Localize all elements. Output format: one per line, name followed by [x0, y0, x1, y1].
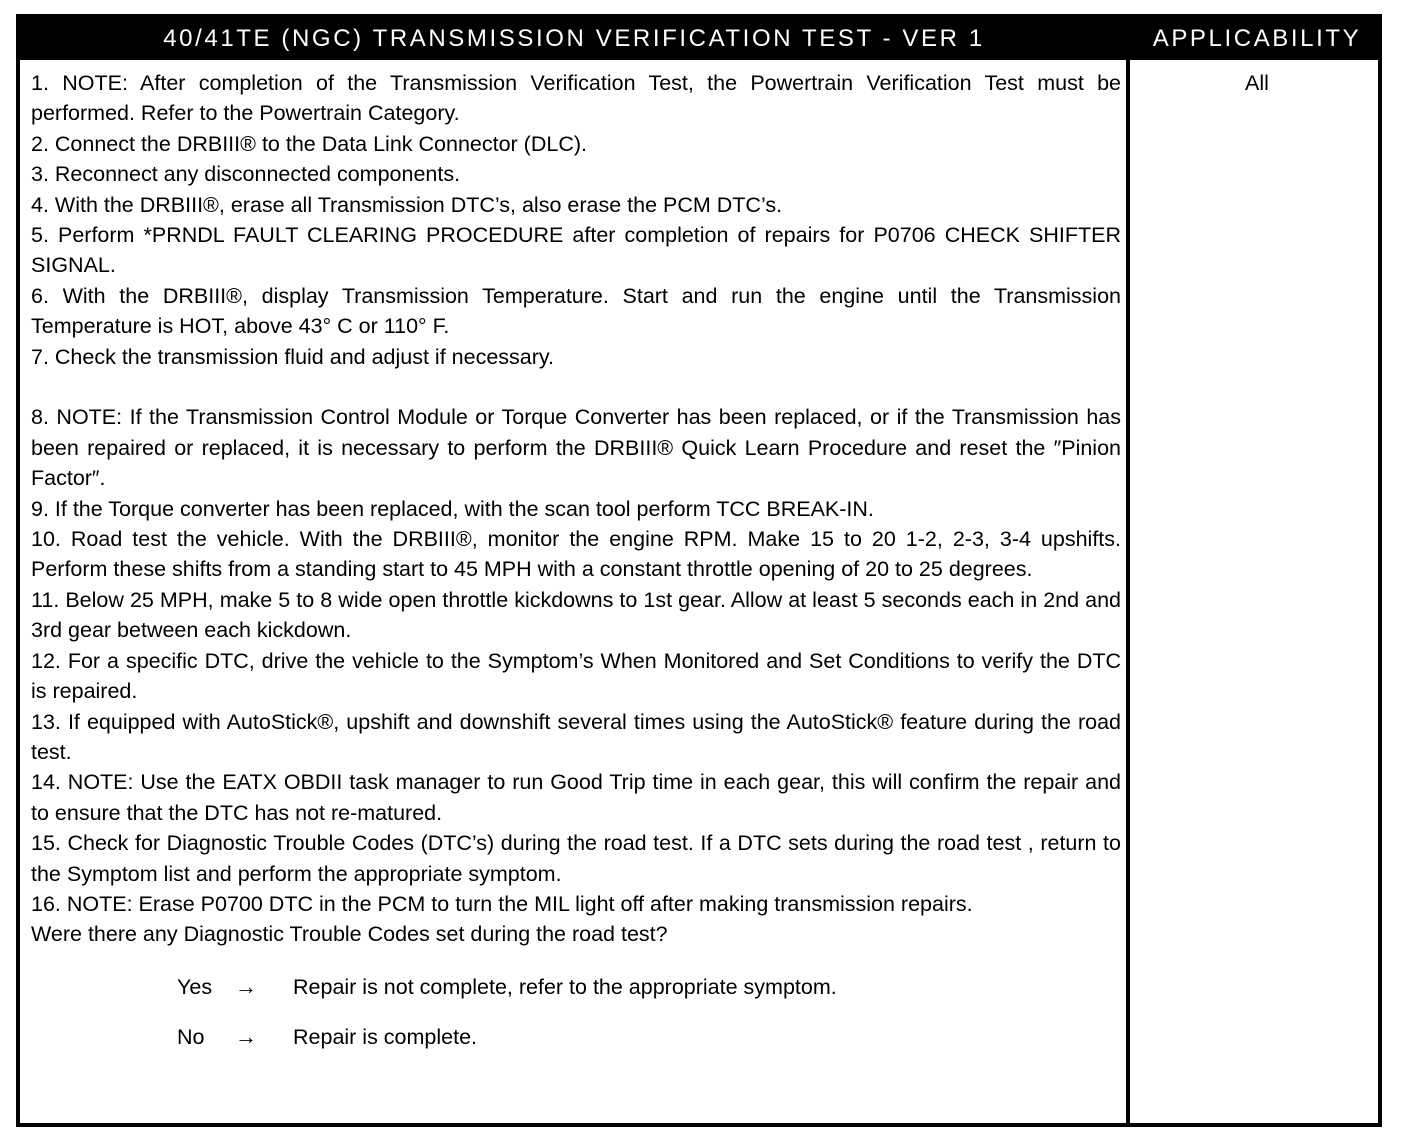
choice-no-label: No: [177, 1024, 205, 1049]
step-2: 2. Connect the DRBIII® to the Data Link Connector (DLC).: [31, 131, 587, 156]
question-text: Were there any Diagnostic Trouble Codes set during the road test?: [31, 922, 668, 947]
step-15: 15. Check for Diagnostic Trouble Codes (DTC’s) during the road test. If a DTC sets during the road test , return to the Symptom list and perform the appropriate symptom.: [31, 831, 1121, 886]
right-arrow-icon: →: [235, 1023, 257, 1049]
answer-choices: [31, 962, 1121, 1062]
step-3: 3. Reconnect any disconnected components.: [31, 162, 461, 187]
step-4: 4. With the DRBIII®, erase all Transmission DTC’s, also erase the PCM DTC’s.: [31, 192, 783, 217]
step-9: 9. If the Torque converter has been replaced, with the scan tool perform TCC BREAK-IN.: [31, 496, 874, 521]
spacer: [31, 372, 1121, 402]
step-1: 1. NOTE: After completion of the Transmission Verification Test, the Powertrain Verification Test must be performed. Refer to the Powertrain Category.: [31, 71, 1121, 126]
choice-yes-label: Yes: [177, 974, 213, 999]
step-5: 5. Perform *PRNDL FAULT CLEARING PROCEDURE after completion of repairs for P0706 CHECK SHIFTER SIGNAL.: [31, 223, 1121, 278]
choice-no: [31, 1012, 1121, 1062]
choice-no-result: Repair is complete.: [293, 1024, 478, 1049]
step-10: 10. Road test the vehicle. With the DRBIII®, monitor the engine RPM. Make 15 to 20 1-2, 2-3, 3-4 upshifts. Perform these shifts from a standing start to 45 MPH with a constant throttle opening of 20 to 25 degrees.: [31, 527, 1121, 582]
verification-test-table: [16, 14, 1382, 1127]
test-title: 40/41TE (NGC) TRANSMISSION VERIFICATION TEST - VER 1: [163, 25, 985, 52]
step-8: 8. NOTE: If the Transmission Control Module or Torque Converter has been replaced, or if the Transmission has been repaired or replaced, it is necessary to perform the DRBIII® Quick Learn Procedure and reset the ″Pinion Factor″.: [31, 405, 1121, 491]
table-header: [20, 18, 1378, 60]
procedure-steps: [31, 68, 1121, 1062]
step-12: 12. For a specific DTC, drive the vehicle to the Symptom’s When Monitored and Set Conditions to verify the DTC is repaired.: [31, 648, 1121, 704]
step-14: 14. NOTE: Use the EATX OBDII task manager to run Good Trip time in each gear, this will confirm the repair and to ensure that the DTC has not re-matured.: [31, 770, 1121, 825]
choice-yes-result: Repair is not complete, refer to the appropriate symptom.: [293, 974, 837, 999]
step-13: 13. If equipped with AutoStick®, upshift and downshift several times using the AutoStick® feature during the road test.: [31, 709, 1121, 764]
right-arrow-icon: →: [235, 973, 257, 999]
choice-yes: [31, 962, 1121, 1012]
step-7: 7. Check the transmission fluid and adjust if necessary.: [31, 344, 555, 369]
column-divider: [1126, 60, 1130, 1123]
step-11: 11. Below 25 MPH, make 5 to 8 wide open throttle kickdowns to 1st gear. Allow at least 5 seconds each in 2nd and 3rd gear between each kickdown.: [31, 587, 1121, 643]
applicability-value: All: [1245, 71, 1269, 95]
applicability-header: APPLICABILITY: [1152, 25, 1362, 52]
step-16: 16. NOTE: Erase P0700 DTC in the PCM to turn the MIL light off after making transmission repairs.: [31, 891, 973, 916]
step-6: 6. With the DRBIII®, display Transmission Temperature. Start and run the engine until the Transmission Temperature is HOT, above 43° C or 110° F.: [31, 283, 1121, 339]
